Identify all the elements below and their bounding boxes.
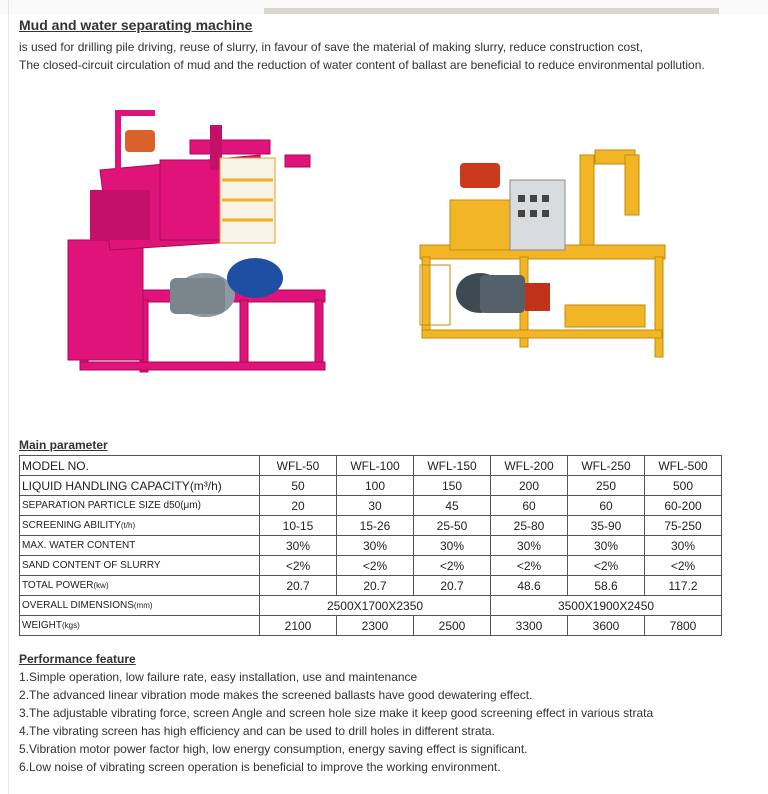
page-title: Mud and water separating machine — [19, 17, 253, 33]
table-cell: 3300 — [491, 616, 568, 636]
table-row — [20, 556, 722, 576]
list-item: 1.Simple operation, low failure rate, easy installation, use and maintenance — [19, 670, 418, 684]
table-row — [20, 536, 722, 556]
row-label: SEPARATION PARTICLE SIZE d50(μm) — [20, 496, 260, 516]
table-cell: 30 — [337, 496, 414, 516]
table-cell: 48.6 — [491, 576, 568, 596]
list-item: 3.The adjustable vibrating force, screen Angle and screen hole size make it keep good screening effect in various strata — [19, 706, 654, 720]
table-cell: <2% — [414, 556, 491, 576]
table-row — [20, 516, 722, 536]
row-label: SAND CONTENT OF SLURRY — [20, 556, 260, 576]
table-cell: WFL-100 — [337, 456, 414, 476]
table-cell: 250 — [568, 476, 645, 496]
list-item: 2.The advanced linear vibration mode makes the screened ballasts have good dewatering effect. — [19, 688, 533, 702]
list-item: 5.Vibration motor power factor high, low energy consumption, energy saving effect is significant. — [19, 742, 528, 756]
table-cell: <2% — [337, 556, 414, 576]
table-row — [20, 596, 722, 616]
table-cell: 75-250 — [645, 516, 722, 536]
pink-machine-image — [60, 100, 330, 380]
yellow-machine-image — [400, 135, 670, 370]
table-cell: WFL-200 — [491, 456, 568, 476]
intro-text — [19, 38, 705, 74]
table-cell: WFL-500 — [645, 456, 722, 476]
table-cell: WFL-50 — [260, 456, 337, 476]
table-cell: 100 — [337, 476, 414, 496]
top-banner-strip — [0, 0, 768, 14]
table-cell: 58.6 — [568, 576, 645, 596]
table-cell: 45 — [414, 496, 491, 516]
table-cell: 15-26 — [337, 516, 414, 536]
table-cell: 20 — [260, 496, 337, 516]
intro-line: is used for drilling pile driving, reuse of slurry, in favour of save the material of making slurry, reduce construction cost, — [19, 40, 643, 54]
table-cell: 20.7 — [260, 576, 337, 596]
table-cell: WFL-150 — [414, 456, 491, 476]
row-label: LIQUID HANDLING CAPACITY(m³/h) — [20, 476, 260, 496]
table-cell: 150 — [414, 476, 491, 496]
table-cell: <2% — [568, 556, 645, 576]
table-cell: 30% — [645, 536, 722, 556]
table-cell: 200 — [491, 476, 568, 496]
table-row — [20, 496, 722, 516]
table-cell: WFL-250 — [568, 456, 645, 476]
table-cell: 30% — [414, 536, 491, 556]
table-cell: 500 — [645, 476, 722, 496]
table-cell: 20.7 — [414, 576, 491, 596]
table-cell: 2100 — [260, 616, 337, 636]
table-cell: 3600 — [568, 616, 645, 636]
features-heading: Performance feature — [19, 652, 136, 666]
row-label: OVERALL DIMENSIONS(mm) — [20, 596, 260, 616]
table-cell: 2500 — [414, 616, 491, 636]
table-cell: 60-200 — [645, 496, 722, 516]
row-label: MODEL NO. — [20, 456, 260, 476]
params-heading: Main parameter — [19, 438, 108, 452]
banner-image-edge — [264, 8, 719, 14]
row-label: WEIGHT(kgs) — [20, 616, 260, 636]
table-cell: 2300 — [337, 616, 414, 636]
table-cell: <2% — [645, 556, 722, 576]
table-cell: 25-80 — [491, 516, 568, 536]
table-cell: 117.2 — [645, 576, 722, 596]
page-border — [8, 0, 9, 794]
row-label: SCREENING ABILITY(t/h) — [20, 516, 260, 536]
table-cell: 10-15 — [260, 516, 337, 536]
table-cell: <2% — [491, 556, 568, 576]
row-label: MAX. WATER CONTENT — [20, 536, 260, 556]
table-cell: 2500X1700X2350 — [260, 596, 491, 616]
table-row — [20, 476, 722, 496]
table-cell: <2% — [260, 556, 337, 576]
table-cell: 30% — [337, 536, 414, 556]
features-list — [19, 668, 653, 776]
table-cell: 30% — [260, 536, 337, 556]
table-cell: 35-90 — [568, 516, 645, 536]
table-cell: 25-50 — [414, 516, 491, 536]
table-cell: 20.7 — [337, 576, 414, 596]
table-cell: 30% — [491, 536, 568, 556]
table-row — [20, 576, 722, 596]
list-item: 6.Low noise of vibrating screen operation is beneficial to improve the working environment. — [19, 760, 501, 774]
table-row — [20, 456, 722, 476]
table-cell: 60 — [568, 496, 645, 516]
intro-line: The closed-circuit circulation of mud and the reduction of water content of ballast are beneficial to reduce environmental pollution. — [19, 58, 705, 72]
table-row — [20, 616, 722, 636]
table-cell: 3500X1900X2450 — [491, 596, 722, 616]
table-cell: 30% — [568, 536, 645, 556]
table-cell: 50 — [260, 476, 337, 496]
table-cell: 60 — [491, 496, 568, 516]
table-cell: 7800 — [645, 616, 722, 636]
row-label: TOTAL POWER(kw) — [20, 576, 260, 596]
list-item: 4.The vibrating screen has high efficiency and can be used to drill holes in different strata. — [19, 724, 495, 738]
params-table — [19, 455, 722, 636]
